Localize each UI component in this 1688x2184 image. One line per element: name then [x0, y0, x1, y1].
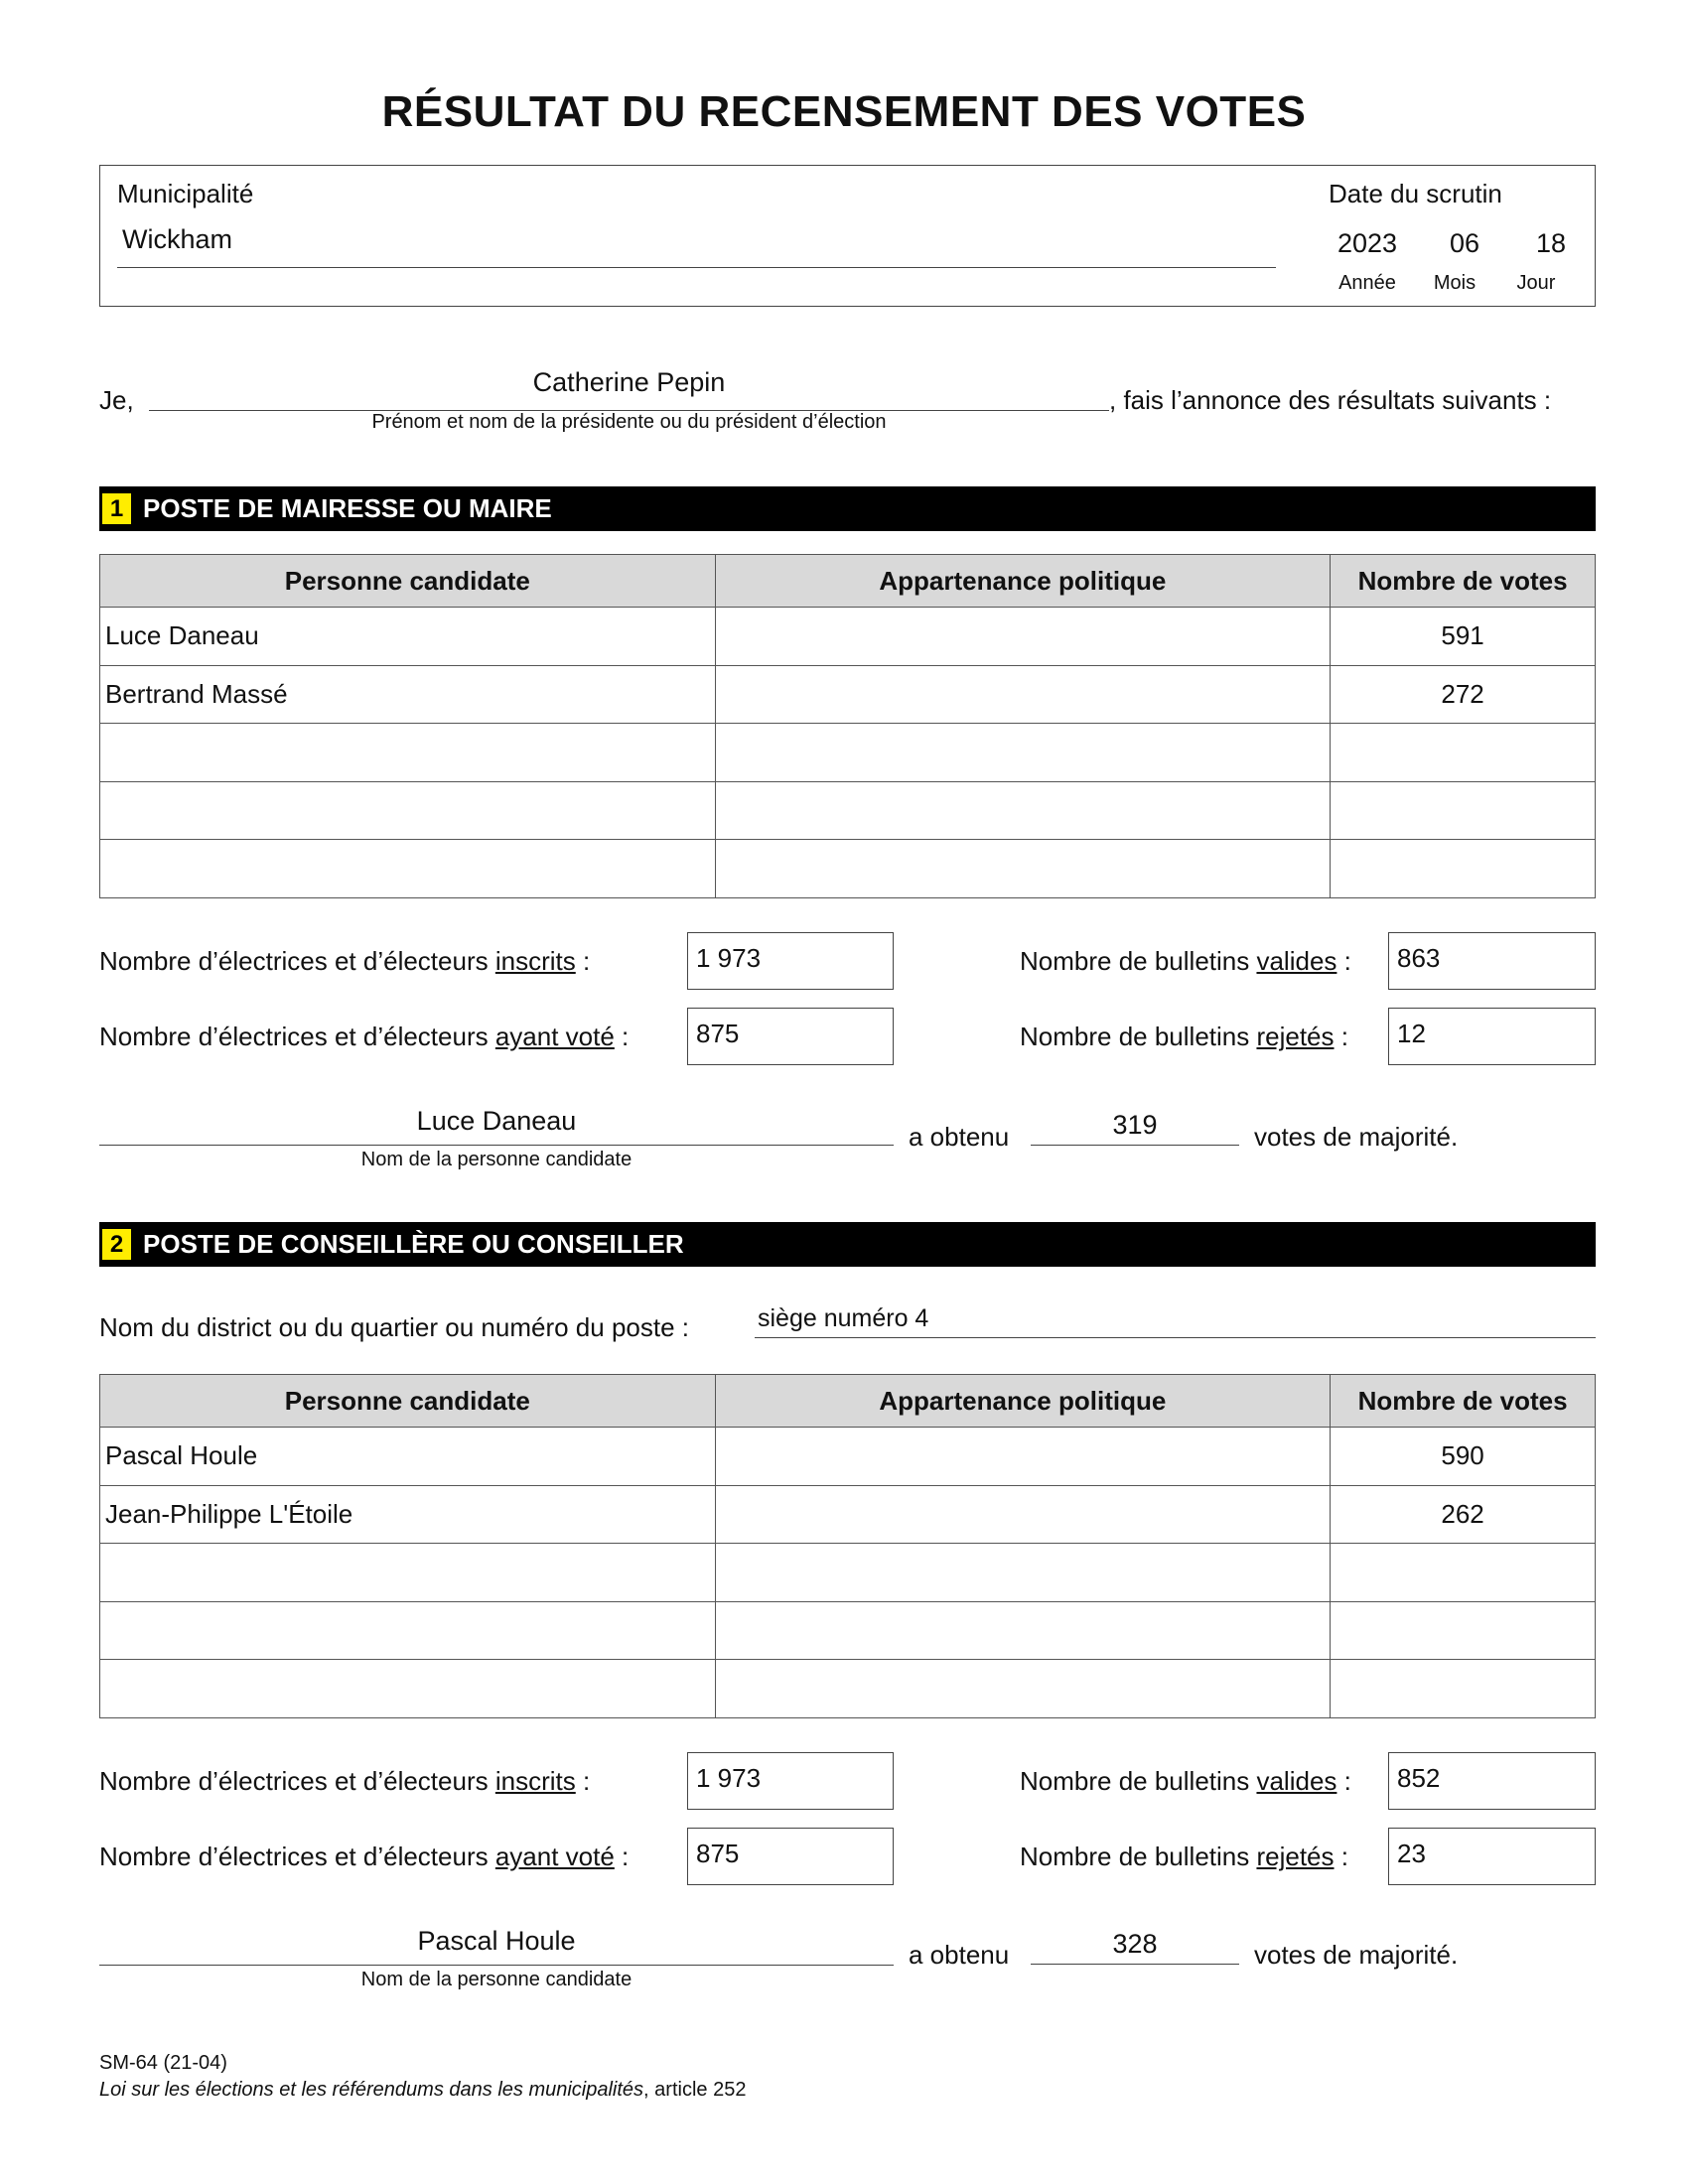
section-2-number: 2: [102, 1229, 131, 1260]
votes-cell[interactable]: 272: [1331, 665, 1596, 724]
party-cell[interactable]: [715, 608, 1331, 666]
party-cell[interactable]: [715, 840, 1331, 898]
party-cell[interactable]: [715, 1601, 1331, 1660]
section-1-table: [99, 554, 1596, 898]
president-caption: Prénom et nom de la présidente ou du président d’élection: [371, 411, 887, 433]
s1-ayant-vote-field[interactable]: 875: [687, 1008, 894, 1065]
day-caption: Jour: [1516, 272, 1556, 294]
votes-cell[interactable]: 590: [1331, 1428, 1596, 1486]
table-row: [100, 608, 1596, 666]
table-row: [100, 1660, 1596, 1718]
col-header-party: Appartenance politique: [715, 1375, 1331, 1428]
section-1-header: [99, 486, 1596, 531]
table-row: [100, 840, 1596, 898]
date-label: Date du scrutin: [1329, 179, 1502, 208]
candidate-cell[interactable]: [100, 1601, 716, 1660]
s1-ayant-vote-label: Nombre d’électrices et d’électeurs ayant voté :: [99, 1022, 630, 1051]
party-cell[interactable]: [715, 665, 1331, 724]
candidate-cell[interactable]: [100, 1544, 716, 1602]
s1-rejetes-field[interactable]: 12: [1388, 1008, 1596, 1065]
district-field[interactable]: siège numéro 4: [755, 1304, 1596, 1338]
s2-winner-caption: Nom de la personne candidate: [360, 1969, 633, 1990]
president-name-field[interactable]: Catherine Pepin: [149, 367, 1109, 411]
s2-inscrits-field[interactable]: 1 973: [687, 1752, 894, 1810]
candidate-cell[interactable]: [100, 840, 716, 898]
s1-majority-field[interactable]: 319: [1031, 1110, 1239, 1146]
candidate-cell[interactable]: [100, 781, 716, 840]
table-row: [100, 1544, 1596, 1602]
section-1-number: 1: [102, 493, 131, 524]
s2-winner-field[interactable]: Pascal Houle: [99, 1926, 894, 1966]
s2-ayant-vote-label: Nombre d’électrices et d’électeurs ayant voté :: [99, 1842, 630, 1871]
s1-valides-label: Nombre de bulletins valides :: [1020, 946, 1351, 976]
s1-winner-field[interactable]: Luce Daneau: [99, 1106, 894, 1146]
party-cell[interactable]: [715, 1660, 1331, 1718]
law-reference: Loi sur les élections et les référendums dans les municipalités, article 252: [99, 2079, 747, 2101]
party-cell[interactable]: [715, 1428, 1331, 1486]
section-1-title: POSTE DE MAIRESSE OU MAIRE: [143, 493, 552, 523]
col-header-votes: Nombre de votes: [1331, 1375, 1596, 1428]
date-month-field[interactable]: 06: [1449, 228, 1480, 258]
municipality-field[interactable]: Wickham: [117, 224, 1276, 268]
section-2-title: POSTE DE CONSEILLÈRE OU CONSEILLER: [143, 1229, 684, 1259]
table-row: [100, 781, 1596, 840]
section-2-table: [99, 1374, 1596, 1718]
date-day-field[interactable]: 18: [1535, 228, 1567, 258]
candidate-cell[interactable]: Jean-Philippe L'Étoile: [100, 1485, 716, 1544]
municipality-label: Municipalité: [117, 179, 254, 208]
s1-a-obtenu: a obtenu: [909, 1122, 1010, 1152]
votes-cell[interactable]: 262: [1331, 1485, 1596, 1544]
announce-text: , fais l’annonce des résultats suivants :: [1109, 385, 1552, 415]
table-row: [100, 665, 1596, 724]
party-cell[interactable]: [715, 1544, 1331, 1602]
party-cell[interactable]: [715, 1485, 1331, 1544]
votes-cell[interactable]: [1331, 781, 1596, 840]
table-row: [100, 1428, 1596, 1486]
votes-cell[interactable]: [1331, 724, 1596, 782]
s1-winner-caption: Nom de la personne candidate: [360, 1149, 633, 1170]
s1-rejetes-label: Nombre de bulletins rejetés :: [1020, 1022, 1348, 1051]
col-header-candidate: Personne candidate: [100, 555, 716, 608]
votes-cell[interactable]: [1331, 1601, 1596, 1660]
s2-votes-majorite: votes de majorité.: [1254, 1940, 1459, 1970]
votes-cell[interactable]: [1331, 840, 1596, 898]
votes-cell[interactable]: 591: [1331, 608, 1596, 666]
votes-cell[interactable]: [1331, 1544, 1596, 1602]
s2-inscrits-label: Nombre d’électrices et d’électeurs inscrits :: [99, 1766, 591, 1796]
candidate-cell[interactable]: [100, 1660, 716, 1718]
table-row: [100, 1601, 1596, 1660]
s1-inscrits-field[interactable]: 1 973: [687, 932, 894, 990]
section-2-header: [99, 1222, 1596, 1267]
candidate-cell[interactable]: Pascal Houle: [100, 1428, 716, 1486]
candidate-cell[interactable]: Luce Daneau: [100, 608, 716, 666]
col-header-party: Appartenance politique: [715, 555, 1331, 608]
month-caption: Mois: [1433, 272, 1477, 294]
je-label: Je,: [99, 385, 134, 415]
col-header-candidate: Personne candidate: [100, 1375, 716, 1428]
candidate-cell[interactable]: Bertrand Massé: [100, 665, 716, 724]
s1-votes-majorite: votes de majorité.: [1254, 1122, 1459, 1152]
s2-majority-field[interactable]: 328: [1031, 1929, 1239, 1965]
district-label: Nom du district ou du quartier ou numéro du poste :: [99, 1312, 689, 1342]
table-row: [100, 724, 1596, 782]
s2-a-obtenu: a obtenu: [909, 1940, 1010, 1970]
votes-cell[interactable]: [1331, 1660, 1596, 1718]
s2-valides-label: Nombre de bulletins valides :: [1020, 1766, 1351, 1796]
s2-ayant-vote-field[interactable]: 875: [687, 1828, 894, 1885]
party-cell[interactable]: [715, 724, 1331, 782]
s1-valides-field[interactable]: 863: [1388, 932, 1596, 990]
form-code: SM-64 (21-04): [99, 2052, 227, 2074]
party-cell[interactable]: [715, 781, 1331, 840]
s2-valides-field[interactable]: 852: [1388, 1752, 1596, 1810]
s2-rejetes-field[interactable]: 23: [1388, 1828, 1596, 1885]
table-row: [100, 1485, 1596, 1544]
col-header-votes: Nombre de votes: [1331, 555, 1596, 608]
candidate-cell[interactable]: [100, 724, 716, 782]
s1-inscrits-label: Nombre d’électrices et d’électeurs inscrits :: [99, 946, 591, 976]
s2-rejetes-label: Nombre de bulletins rejetés :: [1020, 1842, 1348, 1871]
date-year-field[interactable]: 2023: [1336, 228, 1398, 258]
page-title: RÉSULTAT DU RECENSEMENT DES VOTES: [381, 87, 1307, 136]
year-caption: Année: [1338, 272, 1396, 294]
